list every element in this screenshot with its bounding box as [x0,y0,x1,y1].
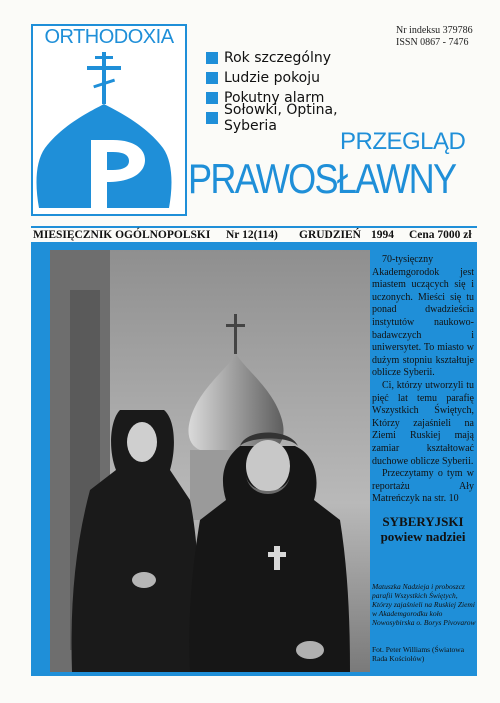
issue-info-bar [31,226,477,244]
sidebar-headline: SYBERYJSKI [382,513,464,529]
sidebar-article [372,254,474,544]
masthead-title: PRAWOSŁAWNY [188,155,456,202]
index-info [396,25,478,49]
sidebar-paragraph: Ci, którzy utworzyli tu pięć lat temu parafię Wszystkich Świętych, Którzy zajaśnieli na Ziemi Ruskiej mają zamiar kształtować duchowe oblicze Syberii. [372,379,474,467]
issue-price: Cena 7000 zł [409,229,472,241]
headline-item [206,102,386,134]
blue-bullet-icon [206,92,218,104]
cover-photo [50,250,370,672]
photo-credit: Fot. Peter Williams (Światowa Rada Kościołów) [372,645,465,663]
issn-number: ISSN 0867 - 7476 [396,37,469,48]
index-number: Nr indeksu 379786 [396,25,473,36]
headline-text: Pokutny alarm [224,90,325,106]
headline-text: Rok szczególny [224,50,332,66]
title-top: PRZEGLĄD [340,128,466,155]
blue-bullet-icon [206,72,218,84]
issue-month: GRUDZIEŃ [299,229,361,241]
issue-number: Nr 12(114) [226,229,278,241]
sidebar-paragraph: Przeczytamy o tym w reportażu Ały Matreńczyk na str. 10 [372,468,474,505]
photo-illustration [50,250,370,672]
logo-title: ORTHODOXIA [44,26,174,48]
headline-text: Sołowki, Optina, Syberia [224,102,338,134]
blue-bullet-icon [206,112,218,124]
sidebar-subheadline: powiew nadziei [380,528,466,544]
issue-year: 1994 [371,229,394,241]
sidebar-paragraph: 70-tysięczny Akademgorodok jest miastem uczących się i uczonych. Mieści się tu ponad dwadzieścia instytutów naukowo-badawczych i uniwersytet. To miasto w dużym stopniu kształtuje oblicze Syberii. [372,254,474,379]
headline-text: Ludzie pokoju [224,70,321,86]
photo-caption: Matuszka Nadzieja i proboszcz parafii Wszystkich Świętych, Którzy zajaśnieli na Ruskiej Ziemi w Akademgorodku koło Nowosybirska o. Borys Pivovarow [372,582,476,627]
periodicity-label: MIESIĘCZNIK OGÓLNOPOLSKI [33,229,211,241]
headline-item [206,48,386,68]
cover-headlines [206,48,386,134]
orthodoxia-logo [31,24,187,216]
blue-bullet-icon [206,52,218,64]
dome-cross-logo-icon [33,48,185,214]
headline-item [206,68,386,88]
